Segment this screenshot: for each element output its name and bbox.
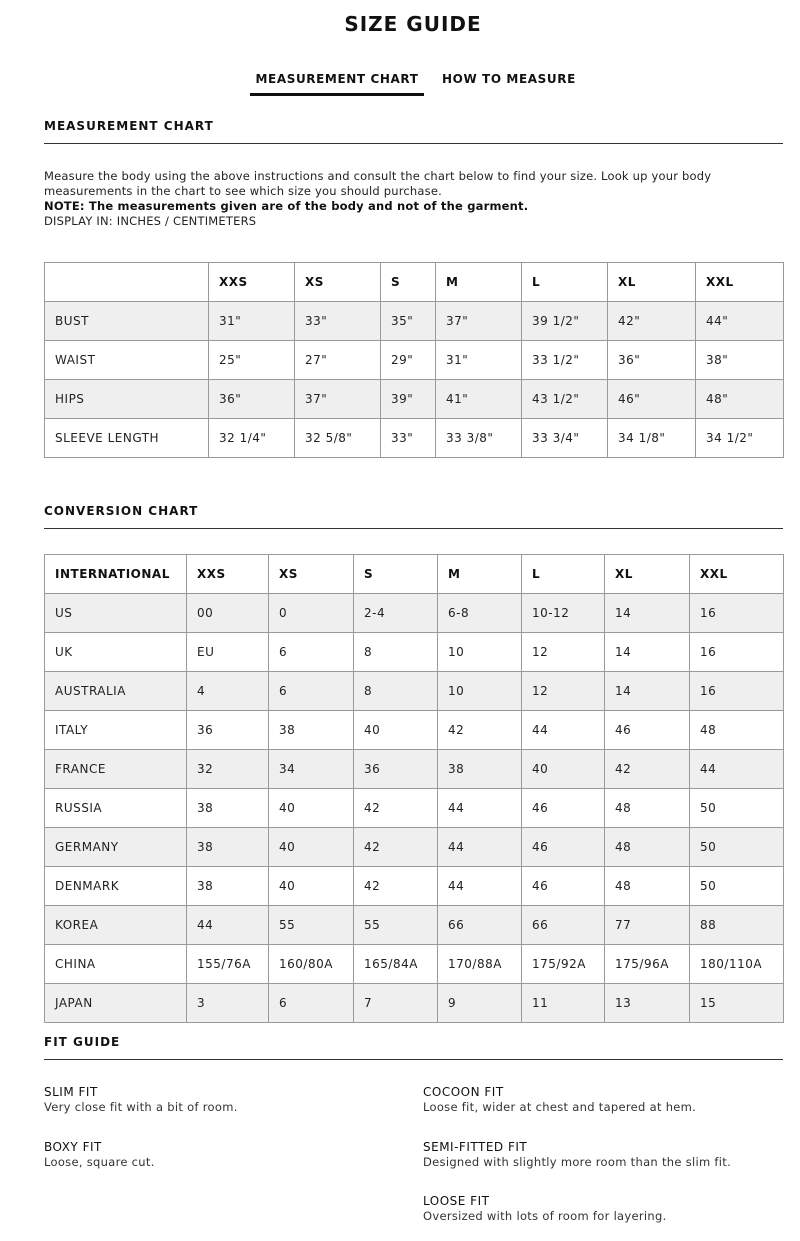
tab-how-to-measure[interactable]: HOW TO MEASURE <box>442 72 576 86</box>
table-cell: 14 <box>605 672 690 711</box>
table-cell: XS <box>295 263 381 302</box>
fit-item-slim <box>44 1085 404 1115</box>
table-cell: 37" <box>436 302 522 341</box>
fit-description: Loose fit, wider at chest and tapered at hem. <box>423 1100 697 1114</box>
table-cell: 29" <box>381 341 436 380</box>
table-cell: 40 <box>354 711 438 750</box>
table-cell: 31" <box>209 302 295 341</box>
row-label-cell: AUSTRALIA <box>45 672 187 711</box>
table-cell: 36 <box>187 711 269 750</box>
table-row <box>45 828 784 867</box>
fit-item-boxy <box>44 1140 404 1170</box>
table-cell: 32 <box>187 750 269 789</box>
table-cell: 10-12 <box>522 594 605 633</box>
table-cell: L <box>522 263 608 302</box>
fit-name: LOOSE FIT <box>423 1194 490 1208</box>
table-cell: 31" <box>436 341 522 380</box>
table-cell: XXL <box>696 263 784 302</box>
table-cell: 33 3/8" <box>436 419 522 458</box>
table-header-row <box>45 555 784 594</box>
table-row <box>45 711 784 750</box>
fit-name: COCOON FIT <box>423 1085 504 1099</box>
table-cell: 27" <box>295 341 381 380</box>
table-cell: 8 <box>354 672 438 711</box>
table-cell: 37" <box>295 380 381 419</box>
table-cell: 33 3/4" <box>522 419 608 458</box>
table-cell: 14 <box>605 633 690 672</box>
table-cell: 38 <box>269 711 354 750</box>
table-cell: 40 <box>522 750 605 789</box>
fit-guide-heading: FIT GUIDE <box>44 1035 783 1060</box>
table-row <box>45 789 784 828</box>
row-label-cell: INTERNATIONAL <box>45 555 187 594</box>
table-cell: L <box>522 555 605 594</box>
measurement-intro <box>44 169 764 229</box>
row-label-cell: DENMARK <box>45 867 187 906</box>
table-row <box>45 341 784 380</box>
table-cell: 44 <box>187 906 269 945</box>
table-cell: 77 <box>605 906 690 945</box>
table-row <box>45 672 784 711</box>
table-cell: XXS <box>209 263 295 302</box>
table-cell: 6 <box>269 984 354 1023</box>
table-cell: XL <box>608 263 696 302</box>
table-cell: 46 <box>522 867 605 906</box>
table-row <box>45 945 784 984</box>
table-cell: 34 1/8" <box>608 419 696 458</box>
table-cell: 44 <box>690 750 784 789</box>
fit-item-cocoon <box>423 1085 783 1115</box>
table-cell: 44 <box>522 711 605 750</box>
table-cell: XXS <box>187 555 269 594</box>
table-cell: 33" <box>381 419 436 458</box>
table-cell: M <box>436 263 522 302</box>
table-cell: 46 <box>522 789 605 828</box>
conversion-chart-heading: CONVERSION CHART <box>44 504 783 529</box>
table-cell: 38 <box>187 828 269 867</box>
table-cell: 44 <box>438 789 522 828</box>
row-label-cell: BUST <box>45 302 209 341</box>
table-cell: 66 <box>438 906 522 945</box>
table-cell: 42 <box>605 750 690 789</box>
table-row <box>45 633 784 672</box>
table-cell: EU <box>187 633 269 672</box>
table-cell: 55 <box>354 906 438 945</box>
row-label-cell: JAPAN <box>45 984 187 1023</box>
table-cell: 44 <box>438 828 522 867</box>
table-row <box>45 906 784 945</box>
table-cell: 10 <box>438 633 522 672</box>
table-cell: 43 1/2" <box>522 380 608 419</box>
table-cell: 88 <box>690 906 784 945</box>
table-cell: 10 <box>438 672 522 711</box>
fit-name: SEMI-FITTED FIT <box>423 1140 528 1154</box>
table-cell: XS <box>269 555 354 594</box>
table-row <box>45 750 784 789</box>
fit-name: SLIM FIT <box>44 1085 98 1099</box>
table-cell: 38" <box>696 341 784 380</box>
fit-description: Oversized with lots of room for layering. <box>423 1209 667 1223</box>
table-cell: 48 <box>605 789 690 828</box>
table-cell: 48 <box>690 711 784 750</box>
table-cell: 44" <box>696 302 784 341</box>
table-cell: 50 <box>690 789 784 828</box>
measurement-table <box>44 262 784 458</box>
table-cell: 33" <box>295 302 381 341</box>
table-cell: 48" <box>696 380 784 419</box>
table-cell: 16 <box>690 594 784 633</box>
table-cell: 44 <box>438 867 522 906</box>
table-cell: 175/92A <box>522 945 605 984</box>
table-cell: 165/84A <box>354 945 438 984</box>
table-cell: M <box>438 555 522 594</box>
table-cell: 50 <box>690 828 784 867</box>
table-cell: 32 5/8" <box>295 419 381 458</box>
unit-inches-link[interactable]: INCHES <box>116 214 162 228</box>
conversion-table <box>44 554 784 1023</box>
table-cell: 42 <box>438 711 522 750</box>
table-cell: 14 <box>605 594 690 633</box>
table-cell: 46 <box>522 828 605 867</box>
table-cell: 41" <box>436 380 522 419</box>
row-label-cell: SLEEVE LENGTH <box>45 419 209 458</box>
table-row <box>45 419 784 458</box>
fit-description: Designed with slightly more room than the slim fit. <box>423 1155 732 1169</box>
table-row <box>45 302 784 341</box>
table-cell: 66 <box>522 906 605 945</box>
fit-item-loose <box>423 1194 783 1224</box>
unit-centimeters-link[interactable]: CENTIMETERS <box>172 214 257 228</box>
table-cell: 170/88A <box>438 945 522 984</box>
row-label-cell: GERMANY <box>45 828 187 867</box>
table-cell: 0 <box>269 594 354 633</box>
table-cell: 15 <box>690 984 784 1023</box>
table-cell: 38 <box>438 750 522 789</box>
table-cell: 16 <box>690 633 784 672</box>
body-measurement-note: NOTE: The measurements given are of the body and not of the garment. <box>44 199 529 213</box>
table-cell: 36 <box>354 750 438 789</box>
display-in-label: DISPLAY IN: <box>44 214 113 228</box>
table-cell: 38 <box>187 789 269 828</box>
row-label-cell: RUSSIA <box>45 789 187 828</box>
table-cell: 36" <box>608 341 696 380</box>
table-cell: 12 <box>522 672 605 711</box>
table-cell: 16 <box>690 672 784 711</box>
table-header-row <box>45 263 784 302</box>
table-cell: 11 <box>522 984 605 1023</box>
row-label-cell: KOREA <box>45 906 187 945</box>
table-row <box>45 594 784 633</box>
table-cell: 12 <box>522 633 605 672</box>
intro-text: Measure the body using the above instructions and consult the chart below to find your size. Look up your body measurements in the chart to see which size you should purchase. <box>44 169 712 198</box>
table-cell: 2-4 <box>354 594 438 633</box>
row-label-cell: FRANCE <box>45 750 187 789</box>
table-cell: 50 <box>690 867 784 906</box>
table-row <box>45 867 784 906</box>
table-cell: 33 1/2" <box>522 341 608 380</box>
fit-name: BOXY FIT <box>44 1140 102 1154</box>
measurement-chart-heading: MEASUREMENT CHART <box>44 119 783 144</box>
table-cell: 34 <box>269 750 354 789</box>
table-cell: 39 1/2" <box>522 302 608 341</box>
table-cell: 34 1/2" <box>696 419 784 458</box>
table-cell: 38 <box>187 867 269 906</box>
row-label-cell: WAIST <box>45 341 209 380</box>
table-cell: 8 <box>354 633 438 672</box>
page-title: SIZE GUIDE <box>344 12 482 36</box>
table-cell: 6-8 <box>438 594 522 633</box>
table-cell: 32 1/4" <box>209 419 295 458</box>
fit-description: Very close fit with a bit of room. <box>44 1100 238 1114</box>
table-cell: 55 <box>269 906 354 945</box>
row-label-cell: US <box>45 594 187 633</box>
fit-item-semi-fitted <box>423 1140 783 1170</box>
table-row <box>45 984 784 1023</box>
table-cell: S <box>354 555 438 594</box>
row-label-cell: ITALY <box>45 711 187 750</box>
row-label-cell: UK <box>45 633 187 672</box>
table-cell: 3 <box>187 984 269 1023</box>
table-cell: 42 <box>354 828 438 867</box>
table-cell: 4 <box>187 672 269 711</box>
row-label-cell <box>45 263 209 302</box>
table-cell: 6 <box>269 672 354 711</box>
table-cell: 40 <box>269 867 354 906</box>
table-cell: 00 <box>187 594 269 633</box>
tab-measurement-chart[interactable]: MEASUREMENT CHART <box>250 72 424 96</box>
fit-description: Loose, square cut. <box>44 1155 155 1169</box>
table-cell: 40 <box>269 789 354 828</box>
table-cell: 35" <box>381 302 436 341</box>
unit-separator: / <box>165 214 170 228</box>
table-cell: 25" <box>209 341 295 380</box>
table-cell: 46" <box>608 380 696 419</box>
table-cell: 42 <box>354 789 438 828</box>
table-cell: 9 <box>438 984 522 1023</box>
table-cell: 42 <box>354 867 438 906</box>
table-cell: 40 <box>269 828 354 867</box>
table-cell: 48 <box>605 828 690 867</box>
table-row <box>45 380 784 419</box>
row-label-cell: HIPS <box>45 380 209 419</box>
row-label-cell: CHINA <box>45 945 187 984</box>
table-cell: 155/76A <box>187 945 269 984</box>
table-cell: 13 <box>605 984 690 1023</box>
table-cell: 6 <box>269 633 354 672</box>
table-cell: 7 <box>354 984 438 1023</box>
table-cell: 39" <box>381 380 436 419</box>
display-units <box>44 214 764 229</box>
table-cell: XXL <box>690 555 784 594</box>
table-cell: 48 <box>605 867 690 906</box>
table-cell: 180/110A <box>690 945 784 984</box>
table-cell: 36" <box>209 380 295 419</box>
table-cell: 42" <box>608 302 696 341</box>
table-cell: 46 <box>605 711 690 750</box>
table-cell: S <box>381 263 436 302</box>
table-cell: XL <box>605 555 690 594</box>
table-cell: 175/96A <box>605 945 690 984</box>
table-cell: 160/80A <box>269 945 354 984</box>
